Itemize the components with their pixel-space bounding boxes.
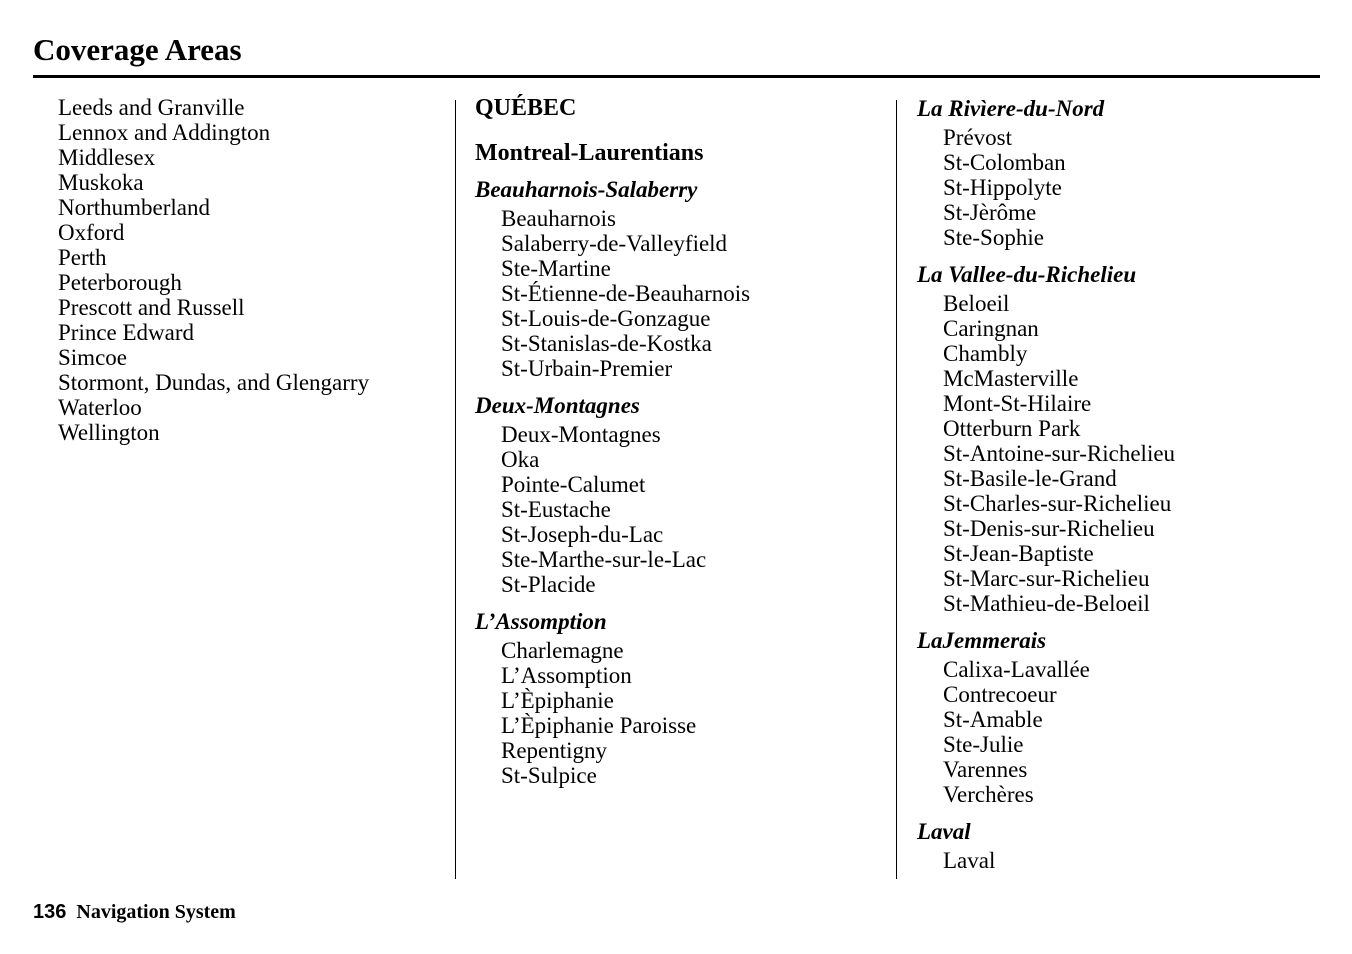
list-item: Oxford: [58, 220, 125, 245]
county-heading: Beauharnois-Salaberry: [475, 177, 698, 202]
list-item: Caringnan: [943, 316, 1039, 341]
list-item: St-Urbain-Premier: [501, 356, 673, 381]
list-item: Ste-Sophie: [943, 225, 1044, 250]
column-ontario-continued: [58, 95, 448, 445]
list-item: St-Amable: [943, 707, 1043, 732]
province-heading: QUÉBEC: [475, 95, 577, 121]
list-item: Pointe-Calumet: [501, 472, 646, 497]
list-item: St-Basile-le-Grand: [943, 466, 1117, 491]
list-item: Stormont, Dundas, and Glengarry: [58, 370, 370, 395]
list-item: Prescott and Russell: [58, 295, 245, 320]
list-item: McMasterville: [943, 366, 1079, 391]
footer-label: Navigation System: [76, 901, 236, 923]
list-item: Deux-Montagnes: [501, 422, 661, 447]
column-quebec-continued: [917, 95, 1337, 873]
column-quebec: [475, 95, 890, 788]
list-item: Prince Edward: [58, 320, 195, 345]
county-heading: L’Assomption: [475, 609, 607, 634]
list-item: Varennes: [943, 757, 1028, 782]
list-item: Peterborough: [58, 270, 182, 295]
list-item: Waterloo: [58, 395, 142, 420]
list-item: Charlemagne: [501, 638, 624, 663]
list-item: Northumberland: [58, 195, 211, 220]
list-item: St-Denis-sur-Richelieu: [943, 516, 1155, 541]
list-item: Chambly: [943, 341, 1028, 366]
list-item: St-Jean-Baptiste: [943, 541, 1094, 566]
list-item: Verchères: [943, 782, 1034, 807]
list-item: Simcoe: [58, 345, 127, 370]
list-item: Middlesex: [58, 145, 156, 170]
list-item: Perth: [58, 245, 107, 270]
list-item: Lennox and Addington: [58, 120, 271, 145]
list-item: St-Louis-de-Gonzague: [501, 306, 711, 331]
list-item: Otterburn Park: [943, 416, 1081, 441]
list-item: St-Eustache: [501, 497, 611, 522]
list-item: Calixa-Lavallée: [943, 657, 1090, 682]
list-item: Muskoka: [58, 170, 144, 195]
list-item: Mont-St-Hilaire: [943, 391, 1092, 416]
list-item: Wellington: [58, 420, 160, 445]
list-item: St-Mathieu-de-Beloeil: [943, 591, 1150, 616]
region-heading: Montreal-Laurentians: [475, 140, 704, 166]
list-item: Prévost: [943, 125, 1012, 150]
county-heading: LaJemmerais: [917, 628, 1047, 653]
list-item: St-Colomban: [943, 150, 1066, 175]
title-rule: [33, 75, 1320, 78]
list-item: Leeds and Granville: [58, 95, 245, 120]
list-item: Ste-Marthe-sur-le-Lac: [501, 547, 707, 572]
list-item: L’Èpiphanie: [501, 688, 614, 713]
page-title: Coverage Areas: [33, 32, 242, 67]
column-divider: [896, 100, 897, 879]
page-number: 136: [33, 901, 67, 923]
list-item: L’Assomption: [501, 663, 632, 688]
county-heading: La Rivìere-du-Nord: [917, 96, 1105, 121]
list-item: St-Sulpice: [501, 763, 597, 788]
list-item: St-Placide: [501, 572, 596, 597]
list-item: L’Èpiphanie Paroisse: [501, 713, 697, 738]
list-item: Contrecoeur: [943, 682, 1057, 707]
county-heading: La Vallee-du-Richelieu: [917, 262, 1137, 287]
list-item: Ste-Martine: [501, 256, 611, 281]
page-footer: [33, 899, 236, 927]
list-item: St-Stanislas-de-Kostka: [501, 331, 712, 356]
list-item: St-Antoine-sur-Richelieu: [943, 441, 1176, 466]
list-item: Salaberry-de-Valleyfield: [501, 231, 728, 256]
list-item: Repentigny: [501, 738, 608, 763]
county-groups: [475, 176, 890, 788]
list-item: St-Marc-sur-Richelieu: [943, 566, 1150, 591]
list-item: Beloeil: [943, 291, 1010, 316]
list-item: Laval: [943, 848, 996, 873]
list-item: Oka: [501, 447, 540, 472]
column-divider: [455, 100, 456, 879]
list-item: Beauharnois: [501, 206, 616, 231]
list-item: St-Jèrôme: [943, 200, 1037, 225]
list-item: St-Joseph-du-Lac: [501, 522, 664, 547]
list-item: St-Étienne-de-Beauharnois: [501, 281, 751, 306]
list-item: Ste-Julie: [943, 732, 1024, 757]
list-item: St-Hippolyte: [943, 175, 1062, 200]
list-item: St-Charles-sur-Richelieu: [943, 491, 1172, 516]
county-heading: Laval: [917, 819, 971, 844]
county-heading: Deux-Montagnes: [475, 393, 640, 418]
